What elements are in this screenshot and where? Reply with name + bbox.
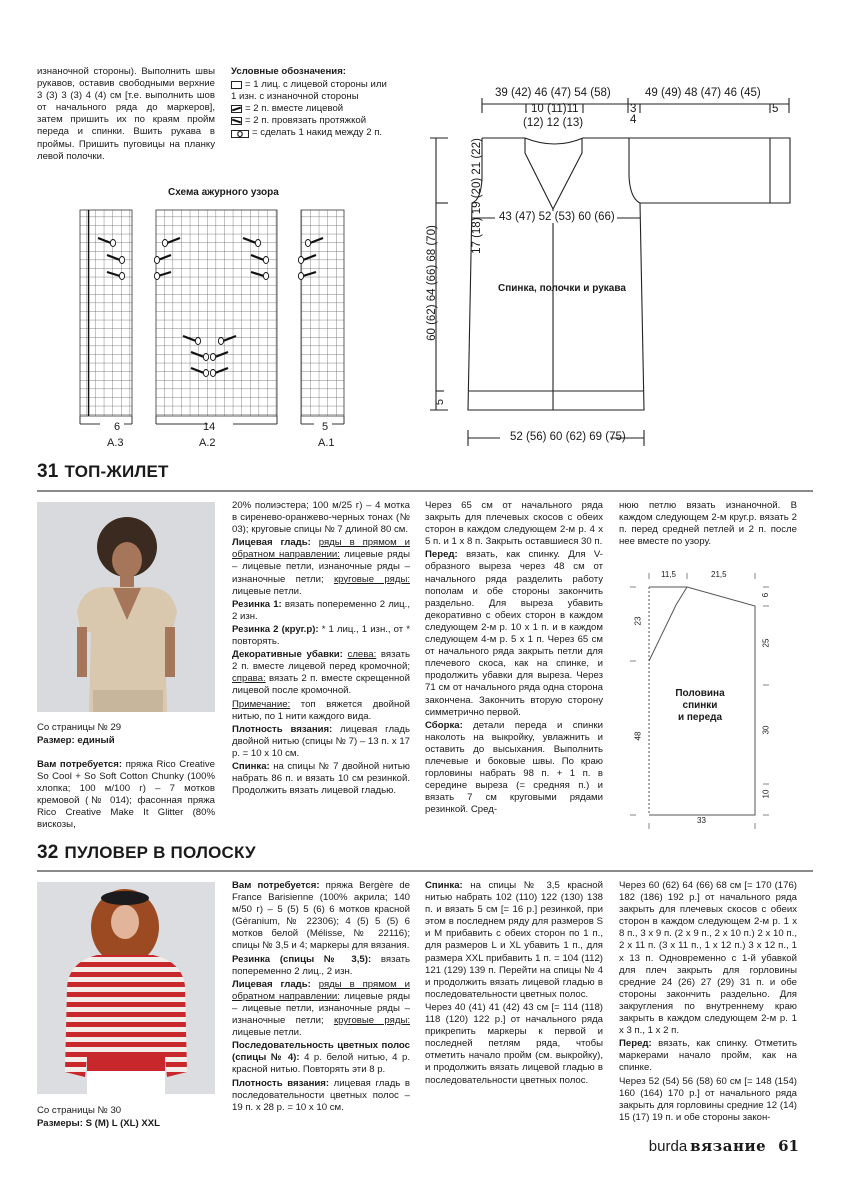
footer-brand: burda [648, 1138, 688, 1155]
page-footer [648, 1137, 799, 1155]
pattern-bottom: 33 [697, 816, 706, 825]
pattern-right-d: 10 [761, 789, 771, 799]
striped-pullover-model-image [37, 882, 215, 1094]
chart-block-a2 [154, 210, 277, 424]
chart-a1-stitches: 5 [322, 421, 329, 433]
schematic-label: Спинка, полочки и рукава [498, 283, 626, 294]
section-31-col-2: 20% полиэстера; 100 м/25 г) – 4 мотка в сиренево-оранжево-черных тонах (№ 03); круговые спицы № 7 длиной 80 см. Лицевая гладь: ряды в прямом и обратном направлении: лицевые ряды – лицевые петли, изнаночные ряды – изнаночные петли; круговые ряды: лицевые петли. Резинка 1: вязать попеременно 2 лиц., 2 изн. Резинка 2 (круг.р): * 1 лиц., 1 изн., от * повторять. Декоративные убавки: слева: вязать 2 п. вместе лицевой перед кромочной; справа: вязать 2 п. вместе скрещенной лицевой после кромочной. Примечание: топ вяжется двойной нитью, по 1 нити каждого вида. Плотность вязания: лицевая гладь двойной нитью (спицы № 7) – 13 п. х 17 р. = 10 х 10 см. Спинка: на спицы № 7 двойной нитью набрать 86 п. и вязать 10 см резинкой. Продолжить вязать лицевой гладью. [232, 500, 411, 797]
knit-two-together-icon [231, 105, 242, 113]
dim-top-left: 39 (42) 46 (47) 54 (58) [495, 87, 611, 99]
pattern-right-c: 30 [761, 725, 771, 735]
pattern-left-b: 48 [633, 731, 643, 741]
section-31-photo [37, 502, 215, 712]
empty-square-icon [231, 81, 242, 89]
dim-neck-1: 10 (11)11 [531, 103, 579, 115]
section-32-col-3: Спинка: на спицы № 3,5 красной нитью набрать 102 (110) 122 (130) 138 п. и вязать 5 см [= 16 р.] резинкой, при этом в последнем ряду для размеров S и M прибавить с обеих сторон по 1 п., для размеров L и XL убавить 1 п., для размера XXL прибавить 1 п. = 104 (112) 121 (129) 139 п. Перейти на спицы № 4 и продолжить вязать лицевой гладью в последовательности цветных полос. Через 40 (41) 41 (42) 43 см [= 114 (118) 118 (120) 122 р.] от начального ряда прикрепить маркеры к первой и последней петлям ряда, чтобы отметить начало пройм (см. выкройку), и продолжить вязать лицевой гладью в последовательности цветных полос. [425, 880, 603, 1086]
legend-item-ssk: = 2 п. провязать протяжкой [231, 115, 411, 127]
dim-neck-2: (12) 12 (13) [523, 117, 584, 129]
pattern-right-a: 6 [761, 592, 771, 598]
dim-top-right: 49 (49) 48 (47) 46 (45) [645, 87, 761, 99]
dim-chest: 43 (47) 52 (53) 60 (66) [499, 211, 615, 223]
section-31-title: 31 ТОП-ЖИЛЕТ [37, 461, 169, 482]
section-31-col-1: Вам потребуется: пряжа Rico Creative So Cool + So Soft Cotton Chunky (100% хлопка; 100 м/100 г) – 7 мотков кремовой (№ 014); фасонная пряжа Rico Creative Make It Glitter (80% вискозы, [37, 759, 215, 831]
dim-length: 60 (62) 64 (66) 68 (70) [425, 225, 438, 341]
section-31-size: Размер: единый [37, 735, 115, 746]
pattern-right-b: 25 [761, 638, 771, 648]
section-31-rule [37, 490, 813, 492]
vest-model-image [37, 502, 215, 712]
dim-hem-width: 52 (56) 60 (62) 69 (75) [510, 431, 626, 443]
finishing-text: изнаночной стороны). Выполнить швы рукавов, оставив свободными верхние 3 (3) 3 (3) 4 (4) см [т.е. выполнить шов от начального ряда до маркеров], затем пришить их по краям пройм переда и спинки. Вшить рукава в проймы. Пришить пуговицы на планку левой полочки. [37, 66, 215, 162]
legend-title: Условные обозначения: [231, 66, 346, 77]
footer-magazine: вязание [690, 1137, 767, 1155]
chart-a3-stitches: 6 [114, 421, 121, 433]
chart-a2-stitches: 14 [203, 421, 216, 433]
legend-item-knit: = 1 лиц. с лицевой стороны или [231, 79, 411, 91]
pattern-top-a: 11,5 [661, 570, 676, 579]
lace-chart-title: Схема ажурного узора [168, 187, 279, 198]
pattern-left-a: 23 [633, 616, 643, 626]
section-31-col-3: Через 65 см от начального ряда закрыть для плечевых скосов с обеих сторон в каждом следующем 2-м р. 4 х 5 п. и 1 х 8 п. Закрыть оставшиеся 30 п. Перед: вязать, как спинку. Для V-образного выреза через 48 см от начального ряда разделить работу пополам и обе стороны закончить раздельно. Для выреза убавить декоративно с обеих сторон в каждом следующем 2-м р. 10 х 1 п. и в каждом следующем 4-м р. 5 х 1 п. Через 65 см от начального ряда закрыть петли для плечевого скоса, как на спинке, и продолжить убавки для выреза. Через 71 см от начального ряда одна сторона закончена. Закончить вторую сторону симметрично первой. Сборка: детали переда и спинки наколоть на выкройку, увлажнить и оставить до высыхания. Выполнить плечевые и боковые швы. По краю горловины набрать 98 п. + 1 п. в середине выреза (= средняя п.) и вязать 7 см круговыми рядами резинкой. Сред- [425, 500, 603, 816]
chart-block-a1 [298, 210, 344, 424]
chart-a1-label: A.1 [318, 437, 335, 449]
chart-block-a3 [80, 210, 132, 424]
yarn-over-icon: O [231, 130, 249, 138]
section-32-title: 32 ПУЛОВЕР В ПОЛОСКУ [37, 842, 256, 863]
legend-item-k2tog: = 2 п. вместе лицевой [231, 103, 411, 115]
pattern-top-b: 21,5 [711, 570, 727, 579]
page-number: 61 [778, 1137, 799, 1155]
section-32-col-4: Через 60 (62) 64 (66) 68 см [= 170 (176) 182 (186) 192 р.] от начального ряда закрыть для плечевых скосов с обеих сторон в каждом следующем 2-м р. 1 х 8 п., 3 х 9 п. (2 х 9 п., 2 х 10 п.) 2 х 10 п., 2 х 11 п. (3 х 11 п., 1 х 12 п.) 3 х 12 п., 1 х 13 п. Одновременно с 1-й убавкой для плеч закрыть для горловины средние 24 (26) 27 (29) 31 п. и обе стороны закончить раздельно. Для закругления по внутреннему краю закрыть в каждом следующем 2-м р. 1 х 3 п., 1 х 2 п. Перед: вязать, как спинку. Отметить маркерами начало пройм, как на спинке. Через 52 (54) 56 (58) 60 см [= 148 (154) 160 (164) 170 р.] от начального ряда закрыть для горловины средние 12 (14) 15 (17) 19 п. и обе стороны закон- [619, 880, 797, 1123]
dim-hem: 5 [434, 398, 447, 406]
dim-armhole: 17 (18) 19 (20) 21 (22) [470, 138, 483, 254]
chart-a3-label: A.3 [107, 437, 124, 449]
dim-cuff: 5 [772, 103, 779, 115]
section-32-photo [37, 882, 215, 1094]
section-32-sizes: Размеры: S (M) L (XL) XXL [37, 1118, 161, 1129]
dim-gap-1: 3 [630, 103, 637, 115]
legend-item-knit-cont: 1 изн. с изнаночной стороны [231, 91, 359, 103]
section-32-from-page: Со страницы № 30 [37, 1105, 122, 1116]
section-32-rule [37, 870, 813, 872]
dim-gap-2: 4 [630, 114, 637, 126]
pattern-label: Половина спинки и переда [675, 688, 725, 724]
legend-item-yo: O = сделать 1 накид между 2 п. [231, 127, 411, 139]
chart-legend [231, 66, 411, 140]
section-31-from-page: Со страницы № 29 [37, 722, 122, 733]
section-31-col-4: нюю петлю вязать изнаночной. В каждом следующем 2-м круг.р. вязать 2 п. перед средней петлей и 2 п. после нее вместе по узору. [619, 500, 797, 548]
chart-a2-label: A.2 [199, 437, 216, 449]
section-32-col-2: Вам потребуется: пряжа Bergère de France Barisienne (100% акрила; 140 м/50 г) – 5 (5) 5 (6) 6 мотков красной (Géranium, № 22306); 4 (5) 5 (5) 6 мотков белой (Mélisse, № 22116); спицы № 3,5 и 4; маркеры для вязания. Резинка (спицы № 3,5): вязать попеременно 2 лиц., 2 изн. Лицевая гладь: ряды в прямом и обратном направлении: лицевые ряды – лицевые петли, изнаночные ряды – изнаночные петли; круговые ряды: лицевые петли. Последовательность цветных полос (спицы № 4): 4 р. белой нитью, 4 р. красной нитью. Повторять эти 8 р. Плотность вязания: лицевая гладь в последовательности цветных полос – 19 п. х 28 р. = 10 х 10 см. [232, 880, 411, 1113]
slip-slip-knit-icon [231, 117, 242, 125]
